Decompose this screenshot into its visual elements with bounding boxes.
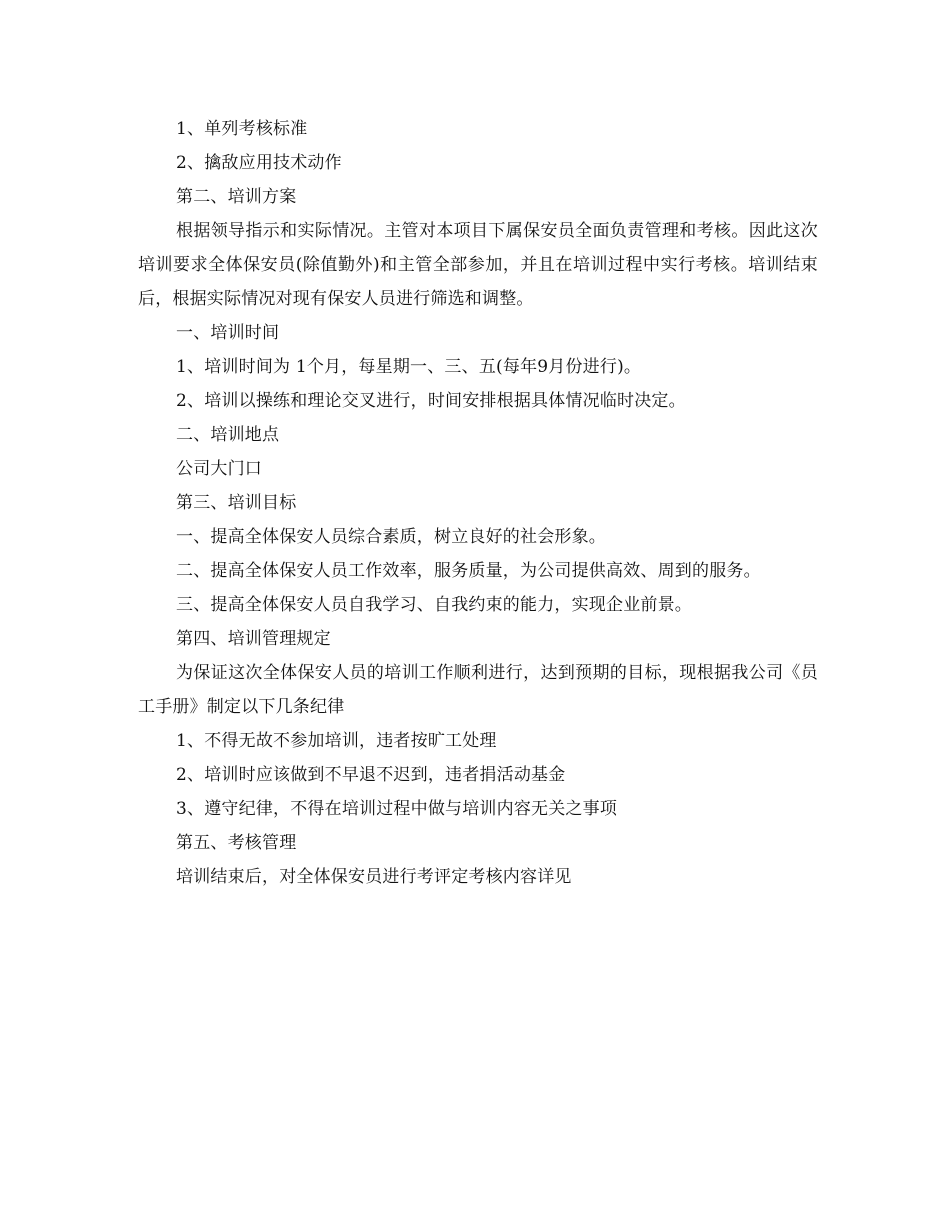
list-item: 1、单列考核标准	[176, 119, 308, 139]
list-item: 2、培训时应该做到不早退不迟到，违者捐活动基金	[176, 765, 566, 785]
list-item: 三、提高全体保安人员自我学习、自我约束的能力，实现企业前景。	[176, 595, 692, 615]
list-item: 一、提高全体保安人员综合素质，树立良好的社会形象。	[176, 527, 606, 547]
subsection-heading: 一、培训时间	[176, 323, 280, 343]
section-heading: 第三、培训目标	[176, 493, 297, 513]
subsection-heading: 二、培训地点	[176, 425, 280, 445]
list-item: 2、培训以操练和理论交叉进行，时间安排根据具体情况临时决定。	[176, 391, 686, 411]
list-item: 3、遵守纪律，不得在培训过程中做与培训内容无关之事项	[176, 799, 618, 819]
document-body	[138, 112, 818, 894]
body-paragraph: 为保证这次全体保安人员的培训工作顺利进行，达到预期的目标，现根据我公司《员工手册》制定以下几条纪律	[138, 663, 818, 717]
list-item: 1、培训时间为 1个月，每星期一、三、五(每年9月份进行)。	[176, 357, 642, 377]
list-item: 二、提高全体保安人员工作效率，服务质量，为公司提供高效、周到的服务。	[176, 561, 761, 581]
body-paragraph: 培训结束后，对全体保安员进行考评定考核内容详见	[176, 867, 572, 887]
body-paragraph: 公司大门口	[176, 459, 262, 479]
section-heading: 第二、培训方案	[176, 187, 297, 207]
section-heading: 第四、培训管理规定	[176, 629, 331, 649]
list-item: 1、不得无故不参加培训，违者按旷工处理	[176, 731, 497, 751]
list-item: 2、擒敌应用技术动作	[176, 153, 342, 173]
section-heading: 第五、考核管理	[176, 833, 297, 853]
body-paragraph: 根据领导指示和实际情况。主管对本项目下属保安员全面负责管理和考核。因此这次培训要求全体保安员(除值勤外)和主管全部参加，并且在培训过程中实行考核。培训结束后，根据实际情况对现有保安人员进行筛选和调整。	[138, 221, 818, 309]
